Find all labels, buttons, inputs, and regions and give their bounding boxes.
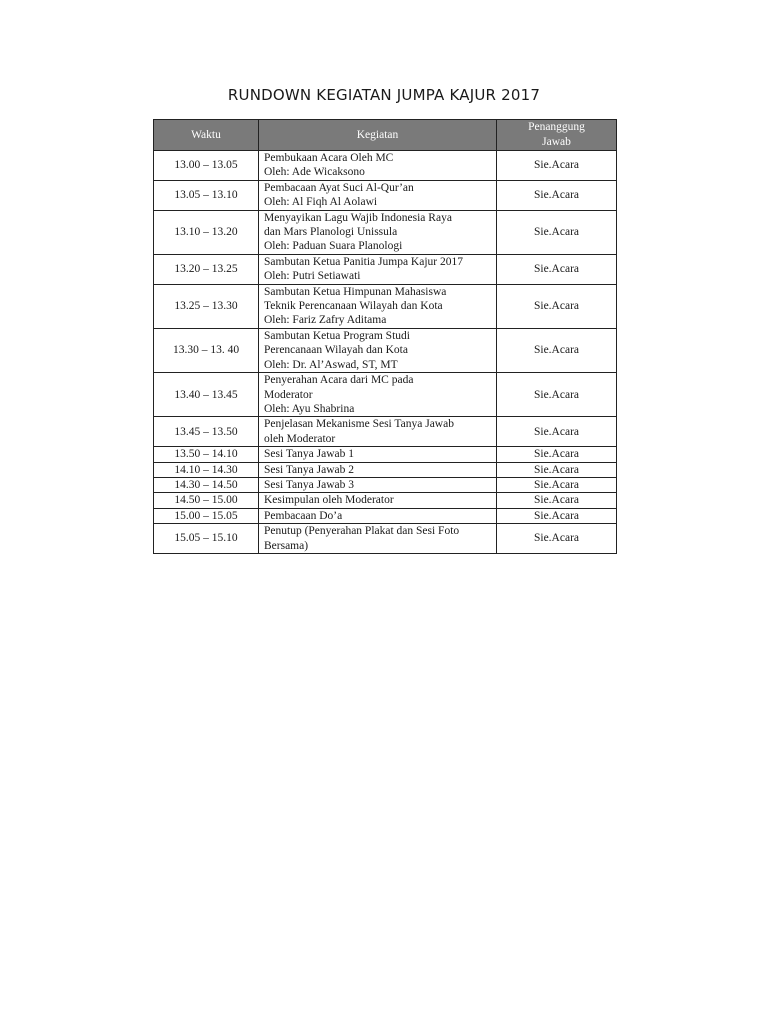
activity-line: Sesi Tanya Jawab 2	[264, 463, 355, 476]
activity-line: Oleh: Paduan Suara Planologi	[264, 240, 403, 253]
pic-cell: Sie.Acara	[497, 447, 617, 462]
time-cell: 15.00 – 15.05	[154, 508, 259, 523]
activity-line: dan Mars Planologi Unissula	[264, 226, 398, 239]
time-cell: 14.50 – 15.00	[154, 493, 259, 508]
table-row	[154, 328, 617, 372]
activity-line: Oleh: Ayu Shabrina	[264, 402, 355, 415]
table-header	[154, 120, 617, 151]
activity-cell	[259, 180, 497, 210]
activity-line: Kesimpulan oleh Moderator	[264, 494, 394, 507]
activity-cell	[259, 477, 497, 492]
table-body	[154, 151, 617, 554]
table-row	[154, 477, 617, 492]
activity-line: Perencanaan Wilayah dan Kota	[264, 344, 408, 357]
time-cell: 15.05 – 15.10	[154, 524, 259, 554]
activity-line: Sambutan Ketua Panitia Jumpa Kajur 2017	[264, 255, 463, 268]
time-cell: 13.45 – 13.50	[154, 417, 259, 447]
activity-line: Penjelasan Mekanisme Sesi Tanya Jawab	[264, 418, 454, 431]
header-pic-line: Penanggung	[528, 121, 585, 133]
activity-cell	[259, 417, 497, 447]
activity-line: Menyayikan Lagu Wajib Indonesia Raya	[264, 211, 452, 224]
header-pic-line: Jawab	[542, 136, 571, 148]
activity-line: Penyerahan Acara dari MC pada	[264, 374, 414, 387]
time-cell: 13.00 – 13.05	[154, 151, 259, 181]
header-pic	[497, 120, 617, 151]
activity-cell	[259, 462, 497, 477]
table-row	[154, 524, 617, 554]
pic-cell: Sie.Acara	[497, 210, 617, 254]
activity-cell	[259, 254, 497, 284]
pic-cell: Sie.Acara	[497, 151, 617, 181]
activity-line: Pembacaan Do’a	[264, 509, 343, 522]
activity-cell	[259, 210, 497, 254]
activity-cell	[259, 493, 497, 508]
time-cell: 13.05 – 13.10	[154, 180, 259, 210]
pic-cell: Sie.Acara	[497, 493, 617, 508]
header-row	[154, 120, 617, 151]
time-cell: 13.10 – 13.20	[154, 210, 259, 254]
time-cell: 13.50 – 14.10	[154, 447, 259, 462]
table-row	[154, 284, 617, 328]
activity-line: Bersama)	[264, 539, 309, 552]
table-row	[154, 493, 617, 508]
activity-cell	[259, 284, 497, 328]
pic-cell: Sie.Acara	[497, 462, 617, 477]
time-cell: 13.40 – 13.45	[154, 373, 259, 417]
activity-cell	[259, 447, 497, 462]
activity-line: Sesi Tanya Jawab 1	[264, 448, 355, 461]
time-cell: 13.25 – 13.30	[154, 284, 259, 328]
activity-line: Penutup (Penyerahan Plakat dan Sesi Foto	[264, 525, 460, 538]
activity-line: Oleh: Ade Wicaksono	[264, 166, 365, 179]
table-row	[154, 151, 617, 181]
pic-cell: Sie.Acara	[497, 508, 617, 523]
activity-line: Pembukaan Acara Oleh MC	[264, 152, 394, 164]
table-row	[154, 508, 617, 523]
activity-line: Sesi Tanya Jawab 3	[264, 478, 355, 491]
time-cell: 13.30 – 13. 40	[154, 328, 259, 372]
activity-cell	[259, 524, 497, 554]
pic-cell: Sie.Acara	[497, 180, 617, 210]
table-row	[154, 180, 617, 210]
pic-cell: Sie.Acara	[497, 284, 617, 328]
header-activity: Kegiatan	[259, 120, 497, 151]
pic-cell: Sie.Acara	[497, 328, 617, 372]
activity-line: oleh Moderator	[264, 432, 336, 445]
table-row	[154, 447, 617, 462]
activity-line: Sambutan Ketua Himpunan Mahasiswa	[264, 285, 447, 298]
activity-line: Oleh: Fariz Zafry Aditama	[264, 314, 387, 327]
activity-line: Sambutan Ketua Program Studi	[264, 329, 410, 342]
table-row	[154, 210, 617, 254]
time-cell: 14.30 – 14.50	[154, 477, 259, 492]
activity-cell	[259, 508, 497, 523]
time-cell: 13.20 – 13.25	[154, 254, 259, 284]
pic-cell: Sie.Acara	[497, 373, 617, 417]
time-cell: 14.10 – 14.30	[154, 462, 259, 477]
header-time: Waktu	[154, 120, 259, 151]
activity-cell	[259, 151, 497, 181]
table-row	[154, 254, 617, 284]
activity-line: Oleh: Dr. Al’Aswad, ST, MT	[264, 358, 398, 371]
activity-line: Oleh: Al Fiqh Al Aolawi	[264, 196, 378, 209]
table-row	[154, 462, 617, 477]
rundown-table	[153, 119, 617, 554]
pic-cell: Sie.Acara	[497, 254, 617, 284]
table-row	[154, 373, 617, 417]
pic-cell: Sie.Acara	[497, 417, 617, 447]
activity-cell	[259, 328, 497, 372]
activity-line: Pembacaan Ayat Suci Al-Qur’an	[264, 181, 414, 194]
pic-cell: Sie.Acara	[497, 524, 617, 554]
pic-cell: Sie.Acara	[497, 477, 617, 492]
activity-cell	[259, 373, 497, 417]
table-row	[154, 417, 617, 447]
activity-line: Moderator	[264, 388, 313, 401]
page-title: RUNDOWN KEGIATAN JUMPA KAJUR 2017	[227, 86, 541, 104]
activity-line: Teknik Perencanaan Wilayah dan Kota	[264, 300, 443, 313]
activity-line: Oleh: Putri Setiawati	[264, 270, 361, 283]
